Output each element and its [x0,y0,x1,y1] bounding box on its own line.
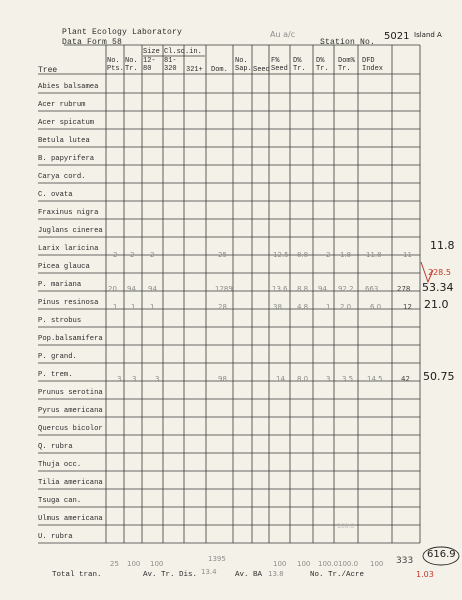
species-name: Fraxinus nigra [38,209,99,217]
resinosa-entry: 6.0 [370,303,382,311]
species-name: Acer rubrum [38,101,86,109]
col-no-pts: No. Pts. [107,57,124,73]
station-value: 5021 [384,31,410,42]
species-name: Betula lutea [38,137,90,145]
species-name: Juglans cinerea [38,227,103,235]
margin-note-ulmus: 100.0 [337,523,355,530]
mariana-entry: 94 [148,285,157,293]
trem-entry: 14.5 [367,375,383,383]
trem-entry: 3 [132,375,137,383]
total-value: 100.0 [338,560,359,568]
trem-entry: 42 [401,375,410,383]
species-name: Larix laricina [38,245,99,253]
species-name: Tilia americana [38,479,103,487]
trem-entry: 3 [155,375,160,383]
resinosa-entry: 1 [326,303,331,311]
col-dfd: DFD Index [362,57,384,73]
total-value: 100 [273,560,287,568]
species-name: Prunus serotina [38,389,103,397]
footer-av-ba: Av. BA [235,571,263,579]
larix-entry: 25 [218,251,227,259]
margin-note-larix: 11.8 [430,239,455,252]
col-size-group: Size [143,48,160,56]
resinosa-entry: 38 [273,303,282,311]
larix-entry: 11 [403,251,412,259]
trem-entry: 98 [218,375,227,383]
species-name: Acer spicatum [38,119,95,127]
total-value: 100.0 [318,560,339,568]
total-value: 25 [110,560,119,568]
station-note: Island A [414,31,442,39]
species-name: P. grand. [38,353,77,361]
col-no-sap: No. Sap. [235,57,252,73]
species-name: Thuja occ. [38,461,82,469]
species-name: P. mariana [38,281,82,289]
col-dom: Dom. [211,66,228,74]
trem-entry: 3.5 [342,375,354,383]
footer-av-ba-value: 13.8 [268,570,284,578]
trem-entry: 3 [326,375,331,383]
larix-entry: 2 [113,251,118,259]
total-value: 333 [396,556,414,566]
species-name: Picea glauca [38,263,90,271]
footer-av-tr-dis: Av. Tr. Dis. [143,571,198,579]
mariana-entry: 94 [127,285,136,293]
trem-entry: 3 [117,375,122,383]
mariana-entry: 20 [108,285,117,293]
station-label: Station No. [320,38,376,47]
species-name: P. trem. [38,371,73,379]
species-name: P. strobus [38,317,82,325]
resinosa-entry: 1 [150,303,155,311]
margin-note-resinosa: 21.0 [424,298,449,311]
larix-entry: 1.8 [340,251,352,259]
col-pct-seed: F% Seed [271,57,288,73]
larix-entry: 11.8 [366,251,382,259]
total-value: 1395 [208,555,226,563]
resinosa-entry: 4.8 [297,303,309,311]
mariana-entry: 8.8 [297,285,309,293]
trem-entry: 14 [276,375,285,383]
mariana-entry: 94 [318,285,327,293]
col-pct-tr: D% Tr. [293,57,306,73]
resinosa-entry: 2.0 [340,303,352,311]
species-name: B. papyrifera [38,155,95,163]
total-value: 100 [297,560,311,568]
mariana-entry: 663 [365,285,379,293]
footer-no-tr-acre: No. Tr./Acre [310,571,365,579]
species-name: Carya cord. [38,173,86,181]
species-name: Q. rubra [38,443,73,451]
resinosa-entry: 1 [113,303,118,311]
col-no-tr: No. Tr. [125,57,138,73]
mariana-entry: 92.2 [338,285,354,293]
resinosa-entry: 28 [218,303,227,311]
species-name: U. rubra [38,533,73,541]
larix-entry: 8.8 [297,251,309,259]
species-name: Quercus bicolor [38,425,103,433]
margin-note-trem: 50.75 [423,370,455,383]
mariana-entry: 278 [397,285,411,293]
col-size-1: 12- 80 [143,57,156,73]
species-name: C. ovata [38,191,73,199]
col-dom-pct: Dom% Tr. [338,57,355,73]
total-value: 100 [127,560,141,568]
total-value: 100 [150,560,164,568]
col-seed: Seed [253,66,270,74]
mariana-entry: 13.6 [272,285,288,293]
larix-entry: 12.5 [273,251,289,259]
form-number: Data Form 58 [62,38,123,47]
col-cl-2: 321+ [186,66,203,74]
larix-entry: 2 [150,251,155,259]
col-cl-1: 81- 320 [164,57,177,73]
resinosa-entry: 1 [131,303,136,311]
trem-entry: 8.0 [297,375,309,383]
species-name: Tsuga can. [38,497,82,505]
species-name: Pop.balsamifera [38,335,103,343]
resinosa-entry: 12 [403,303,412,311]
larix-entry: 2 [326,251,331,259]
mariana-entry: 1289 [215,285,233,293]
margin-note-mariana: 53.34 [422,281,454,294]
footer-av-tr-dis-value: 13.4 [201,568,217,576]
col-cl-group: Cl.sq.in. [164,48,202,56]
species-name: Ulmus americana [38,515,103,523]
species-name: Pinus resinosa [38,299,99,307]
species-name: Abies balsamea [38,83,99,91]
col-tree: Tree [38,66,58,75]
species-name: Pyrus americana [38,407,103,415]
col-d-tr: D% Tr. [316,57,329,73]
total-circled: 616.9 [427,549,456,560]
lab-title: Plant Ecology Laboratory [62,28,183,37]
larix-entry: 2 [130,251,135,259]
margin-note-mariana-red: 228.5 [428,268,451,277]
footer-total-tran: Total tran. [52,571,102,579]
total-value: 100 [370,560,384,568]
total-red: 1.03 [416,570,434,579]
corner-note: Au a/c [270,30,296,39]
